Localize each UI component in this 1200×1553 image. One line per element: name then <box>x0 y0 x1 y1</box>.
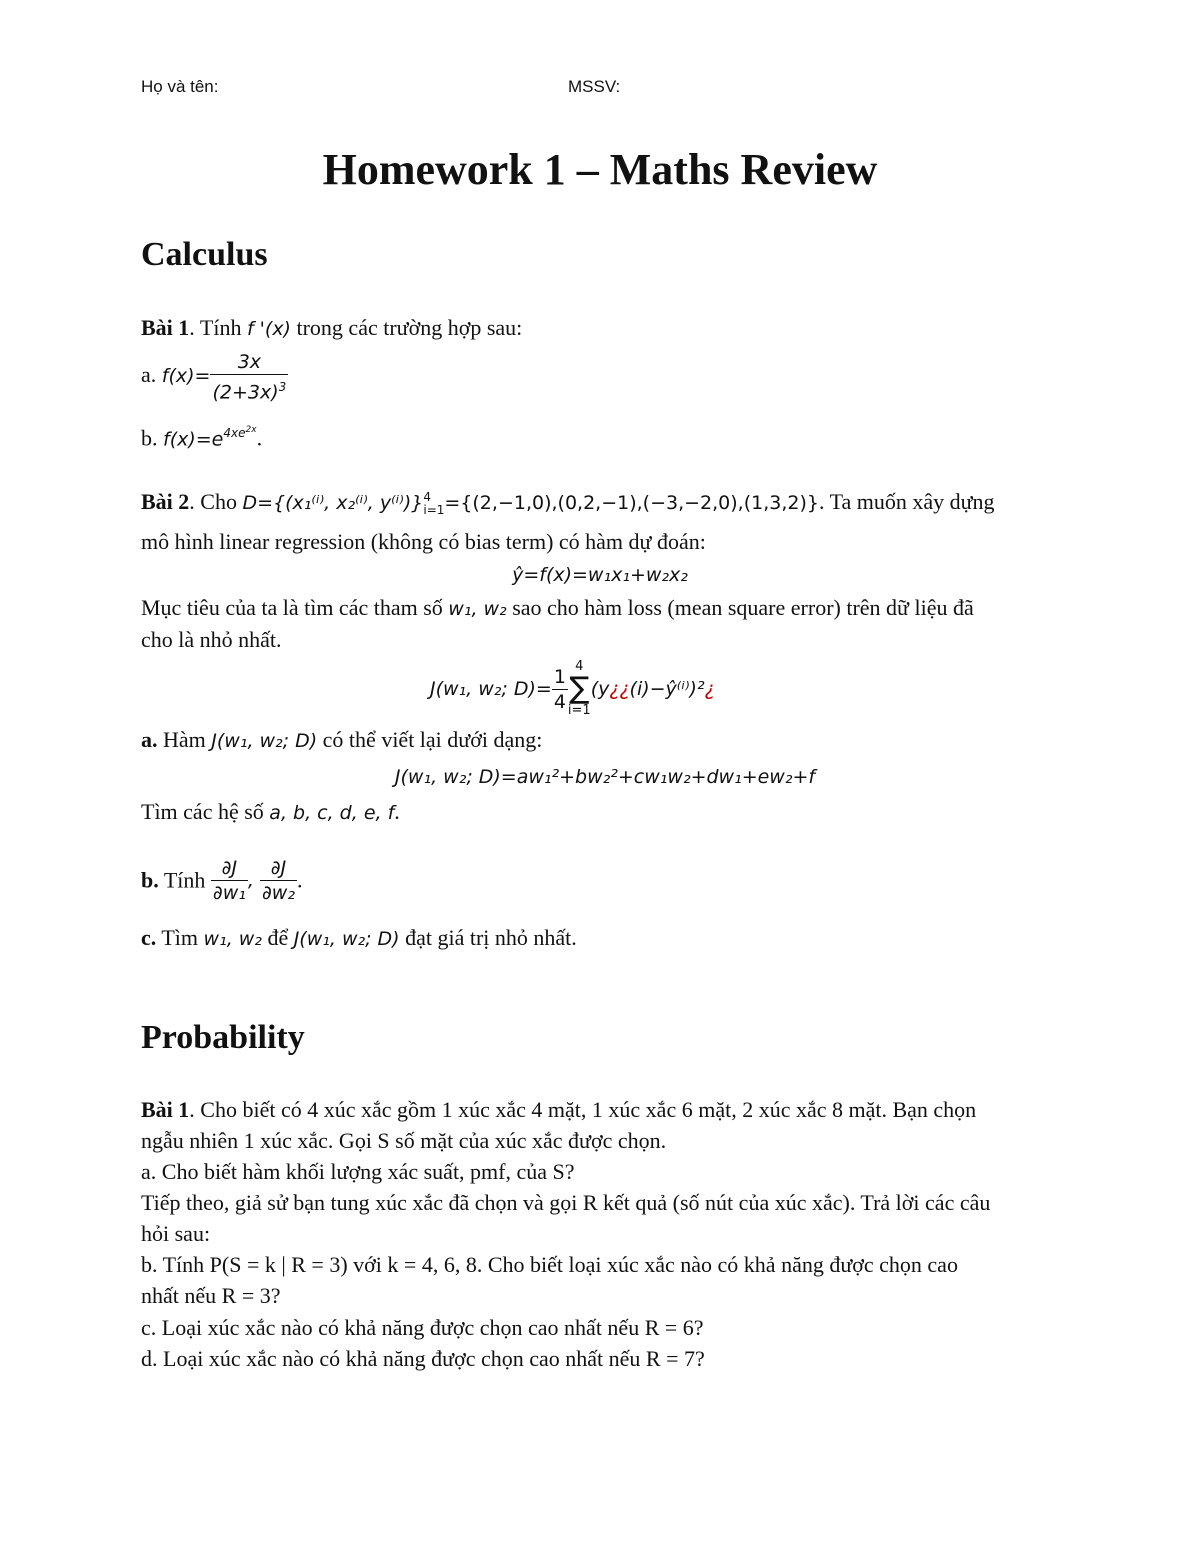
calc-bai2-b-den1: ∂w₁ <box>212 882 246 904</box>
calc-bai2-goal-line2: cho là nhỏ nhất. <box>141 627 282 652</box>
calc-bai2-goal-math: w₁, w₂ <box>448 598 507 620</box>
prob-bai1-line5: hỏi sau: <box>141 1221 211 1246</box>
prob-bai1-part-a: a. Cho biết hàm khối lượng xác suất, pmf, của S? <box>141 1159 575 1184</box>
calc-bai2-quadratic <box>0 762 1200 791</box>
calc-bai2-c-math1: w₁, w₂ <box>203 928 262 950</box>
student-id-label: MSSV: <box>568 77 621 96</box>
calc-bai2-set-def: D={(x₁⁽ⁱ⁾, x₂⁽ⁱ⁾, y⁽ⁱ⁾)} <box>242 492 424 514</box>
calc-bai2-loss-den: 4 <box>553 690 566 713</box>
calc-bai1-b-exponent: 4xe <box>223 426 246 440</box>
calc-bai1-a-fraction <box>210 350 288 404</box>
calculus-heading: Calculus <box>141 236 268 273</box>
prob-bai1-line4: Tiếp theo, giả sử bạn tung xúc xắc đã chọn và gọi R kết quả (số nút của xúc xắc). Trả lời các câu <box>141 1190 991 1215</box>
calc-bai1-a-lhs: f(x)= <box>161 365 211 388</box>
calc-bai2-set-sup: 4 <box>423 489 431 504</box>
calc-bai1-b-end: . <box>256 425 263 451</box>
calc-bai2-b-den2: ∂w₂ <box>261 882 295 904</box>
prob-bai1-part-d: d. Loại xúc xắc nào có khả năng được chọn cao nhất nếu R = 7? <box>141 1346 705 1371</box>
calc-bai2-intro-post: . Ta muốn xây dựng <box>818 489 995 514</box>
calc-bai1-a-label: a. <box>141 362 162 388</box>
calc-bai2-loss-red2: ¿ <box>704 678 715 700</box>
calc-bai2-part-c <box>141 924 577 953</box>
calc-bai2-loss-eq <box>430 660 715 718</box>
calc-bai1-b-label: b. <box>141 425 163 451</box>
calc-bai1-intro-math: f '(x) <box>246 318 291 340</box>
calc-bai1-a-denominator: (2+3x) <box>212 381 279 404</box>
calc-bai2-prediction <box>0 560 1200 589</box>
calc-bai2-loss-body: (y <box>590 678 610 700</box>
calc-bai2-c-label: c. <box>141 925 157 950</box>
calc-bai2-sum-top: 4 <box>575 659 584 674</box>
calc-bai2-sum <box>568 660 591 718</box>
calc-bai2-a-text-pre: Hàm <box>157 727 212 752</box>
calc-bai2-find-math: a, b, c, d, e, f <box>269 802 395 824</box>
calc-bai2-c-text-pre: Tìm <box>156 925 204 950</box>
name-label: Họ và tên: <box>141 77 219 96</box>
calc-bai2-part-b: b. Tính $\frac{\partial J}{\text{∂w₁}}$ , $\frac{\partial J}{\text{∂w₂}}$ . <box>141 857 303 904</box>
calc-bai1-b-lhs: f(x)=e <box>163 428 224 451</box>
calc-bai2-intro-pre: . Cho <box>189 489 243 514</box>
calc-bai2-goal-pre: Mục tiêu của ta là tìm các tham số <box>141 595 449 620</box>
prob-bai1-line1 <box>141 1096 976 1124</box>
calc-bai2-b-frac2 <box>260 856 297 905</box>
prob-bai1-line7: nhất nếu R = 3? <box>141 1283 281 1308</box>
calc-bai1-label: Bài 1 <box>141 315 190 340</box>
calc-bai2-b-num2: ∂J <box>260 856 297 881</box>
prob-bai1-part-b: b. Tính P(S = k | R = 3) với k = 4, 6, 8. Cho biết loại xúc xắc nào có khả năng được chọn cao <box>141 1252 958 1277</box>
calc-bai2-c-text-post: đạt giá trị nhỏ nhất. <box>399 925 577 950</box>
calc-bai2-a-label: a. <box>141 727 158 752</box>
page-title: Homework 1 – Maths Review <box>322 145 878 194</box>
calc-bai2-b-label: b. <box>141 867 159 893</box>
calc-bai2-line2: mô hình linear regression (không có bias term) có hàm dự đoán: <box>141 529 706 554</box>
calc-bai1-a-den-exponent: 3 <box>278 380 287 394</box>
calc-bai2-pred-eq: ŷ=f(x)=w₁x₁+w₂x₂ <box>512 564 688 586</box>
calc-bai1-part-a <box>141 350 288 404</box>
prob-bai1-part-c: c. Loại xúc xắc nào có khả năng được chọn cao nhất nếu R = 6? <box>141 1315 704 1340</box>
prob-bai1-line2: ngẫu nhiên 1 xúc xắc. Gọi S số mặt của xúc xắc được chọn. <box>141 1128 667 1153</box>
calc-bai2-loss-fraction <box>552 665 568 714</box>
calc-bai2-intro <box>141 488 995 517</box>
prob-bai1-line1-text: . Cho biết có 4 xúc xắc gồm 1 xúc xắc 4 mặt, 1 xúc xắc 6 mặt, 2 xúc xắc 8 mặt. Bạn chọn <box>189 1097 977 1122</box>
calc-bai2-sum-bottom: i=1 <box>567 703 591 718</box>
calc-bai2-b-num1: ∂J <box>211 856 248 881</box>
calc-bai2-a-math: J(w₁, w₂; D) <box>211 730 318 752</box>
calc-bai2-loss-lhs: J(w₁, w₂; D)= <box>430 678 552 700</box>
calc-bai2-b-frac1 <box>211 856 248 905</box>
calc-bai2-label: Bài 2 <box>141 489 190 514</box>
sigma-icon: ∑ <box>569 671 590 706</box>
calc-bai1-intro-post: trong các trường hợp sau: <box>290 315 523 340</box>
calc-bai1-b-exponent2: 2x <box>245 425 257 435</box>
calc-bai2-find-pre: Tìm các hệ số <box>141 799 270 824</box>
calc-bai2-c-math2: J(w₁, w₂; D) <box>293 928 400 950</box>
calc-bai2-goal <box>141 594 974 623</box>
calc-bai2-goal-post: sao cho hàm loss (mean square error) trên dữ liệu đã <box>506 595 974 620</box>
calc-bai2-loss-num: 1 <box>553 665 566 688</box>
calc-bai2-set-sub: i=1 <box>423 502 445 517</box>
calc-bai2-part-a <box>141 726 542 755</box>
calc-bai2-c-mid: để <box>261 925 294 950</box>
calc-bai2-find-post: . <box>394 799 400 824</box>
calc-bai2-set-values: ={(2,−1,0),(0,2,−1),(−3,−2,0),(1,3,2)} <box>444 492 819 514</box>
calc-bai1-intro <box>141 314 522 343</box>
calc-bai2-loss-red1: ¿¿ <box>609 678 630 700</box>
calc-bai2-quad-eq: J(w₁, w₂; D)=aw₁²+bw₂²+cw₁w₂+dw₁+ew₂+f <box>394 766 816 788</box>
calc-bai1-part-b <box>141 416 262 453</box>
calc-bai2-find <box>141 798 400 827</box>
probability-heading: Probability <box>141 1019 305 1056</box>
calc-bai1-a-numerator: 3x <box>210 350 288 375</box>
calc-bai2-loss-body2: (i)−ŷ⁽ⁱ⁾)² <box>629 678 705 700</box>
calc-bai2-a-text-post: có thể viết lại dưới dạng: <box>317 727 543 752</box>
calc-bai2-b-text: Tính <box>158 867 211 893</box>
prob-bai1-label: Bài 1 <box>141 1097 190 1122</box>
calc-bai1-intro-pre: . Tính <box>189 315 247 340</box>
